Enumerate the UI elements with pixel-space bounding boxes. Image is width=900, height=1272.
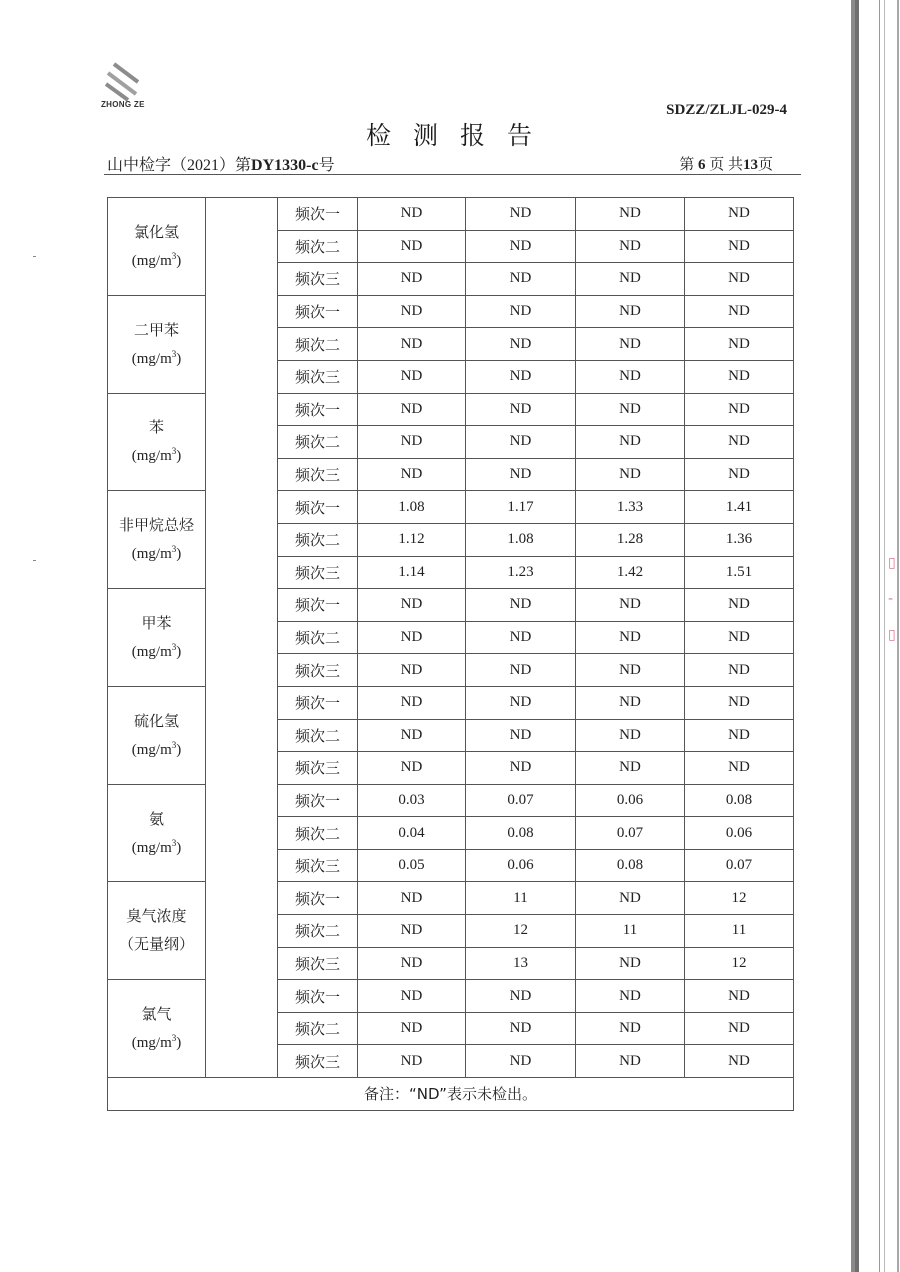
test-item-name: 甲苯 [141,614,172,633]
result-value: ND [685,458,794,491]
result-value: ND [685,589,794,622]
result-value: ND [685,426,794,459]
result-value: ND [685,328,794,361]
unit-text: (mg/m [131,644,172,661]
unit-superscript: 3 [171,544,177,555]
test-item-unit [108,439,205,468]
frequency-label: 频次二 [278,817,358,850]
result-value: 0.08 [685,784,794,817]
frequency-label: 频次二 [278,719,358,752]
result-value: 0.03 [358,784,466,817]
result-value: 12 [685,882,794,915]
page-label: 页 [757,157,773,173]
result-value: ND [576,719,685,752]
result-value: 1.08 [466,523,576,556]
frequency-label: 频次二 [278,523,358,556]
unit-text: (mg/m [131,839,172,856]
unit-text: （无量纲） [118,937,194,954]
test-item-cell [108,295,206,393]
unit-text: (mg/m [131,448,172,465]
result-value: ND [466,980,576,1013]
table-note: 备注：“ND”表示未检出。 [108,1078,794,1111]
scan-speck [33,256,36,257]
result-value: ND [685,980,794,1013]
result-value: ND [358,295,466,328]
result-value: ND [358,882,466,915]
unit-superscript: 3 [171,739,177,750]
page-current: 6 [697,157,706,173]
result-value: ND [576,230,685,263]
page-label: 第 [679,157,695,173]
frequency-label: 频次二 [278,1012,358,1045]
result-value: ND [358,947,466,980]
test-item-cell [108,784,206,882]
test-item-cell [108,686,206,784]
result-value: ND [466,263,576,296]
test-item-cell [108,589,206,687]
result-value: ND [358,621,466,654]
result-value: ND [685,198,794,231]
result-value: 1.08 [358,491,466,524]
unit-superscript: 3 [171,837,177,848]
result-value: ND [576,328,685,361]
test-item-cell [108,491,206,589]
result-value: ND [358,752,466,785]
result-value: 0.06 [466,849,576,882]
result-value: 0.04 [358,817,466,850]
result-value: ND [576,589,685,622]
frequency-label: 频次二 [278,915,358,948]
frequency-label: 频次一 [278,393,358,426]
test-item-unit [108,1026,205,1055]
report-number-prefix: 山中检字（2021）第 [107,157,252,174]
result-value: ND [358,426,466,459]
result-value: 1.51 [685,556,794,589]
test-item-unit [108,635,205,664]
result-value: 0.07 [685,849,794,882]
unit-superscript: 3 [171,642,177,653]
test-item-name: 臭气浓度 [126,907,187,926]
result-value: 1.33 [576,491,685,524]
result-value: 0.08 [576,849,685,882]
test-item-cell [108,980,206,1078]
scan-binding-edge [884,0,885,1272]
result-value: 1.36 [685,523,794,556]
result-value: ND [685,230,794,263]
frequency-label: 频次一 [278,686,358,719]
result-value: ND [358,589,466,622]
result-value: ND [576,295,685,328]
result-value: ND [466,393,576,426]
frequency-label: 频次三 [278,849,358,882]
result-value: ND [358,230,466,263]
test-item-name: 氯化氢 [133,222,179,241]
result-value: ND [466,295,576,328]
result-value: 1.28 [576,523,685,556]
test-item-cell [108,198,206,296]
result-value: 11 [576,915,685,948]
frequency-label: 频次一 [278,980,358,1013]
result-value: ND [358,393,466,426]
unit-close: ) [176,252,182,269]
report-number-suffix: 号 [318,157,335,174]
result-value: ND [576,686,685,719]
test-item-name: 氯气 [141,1005,172,1024]
frequency-label: 频次三 [278,947,358,980]
result-value: ND [466,621,576,654]
result-value: 1.42 [576,556,685,589]
result-value: ND [466,426,576,459]
result-value: 1.41 [685,491,794,524]
result-value: ND [576,458,685,491]
result-value: ND [576,263,685,296]
scan-binding-edge [879,0,880,1272]
result-value: ND [466,589,576,622]
unit-text: (mg/m [131,546,172,563]
page-label: 页 共 [709,157,743,173]
result-value: ND [685,360,794,393]
unit-superscript: 3 [171,1033,177,1044]
note-row [108,1078,794,1111]
result-value: ND [685,393,794,426]
frequency-label: 频次一 [278,491,358,524]
result-value: 0.07 [576,817,685,850]
scan-binding-edge [855,0,859,1272]
result-value: ND [358,360,466,393]
result-value: 1.17 [466,491,576,524]
result-value: 0.05 [358,849,466,882]
result-value: ND [576,752,685,785]
result-value: 11 [466,882,576,915]
test-item-cell [108,393,206,491]
result-value: 1.14 [358,556,466,589]
result-value: ND [576,654,685,687]
result-value: 1.12 [358,523,466,556]
result-value: ND [358,1012,466,1045]
unit-close: ) [176,546,182,563]
result-value: ND [466,1045,576,1078]
result-value: 13 [466,947,576,980]
result-value: ND [576,1045,685,1078]
result-value: ND [358,915,466,948]
result-value: 12 [685,947,794,980]
test-item-name: 硫化氢 [133,711,179,730]
test-item-unit [108,244,205,273]
frequency-label: 频次三 [278,263,358,296]
result-value: ND [466,360,576,393]
result-value: 11 [685,915,794,948]
result-value: ND [466,1012,576,1045]
result-value: 0.06 [576,784,685,817]
test-item-cell [108,882,206,980]
result-value: ND [466,230,576,263]
result-value: ND [685,1012,794,1045]
result-value: ND [576,621,685,654]
result-value: ND [466,752,576,785]
test-item-name: 非甲烷总烃 [118,516,194,535]
test-item-name: 苯 [148,418,164,437]
scan-speck [33,560,36,561]
merged-blank-cell [206,198,278,1078]
test-item-unit [108,342,205,371]
page-total: 13 [742,157,758,173]
frequency-label: 频次三 [278,752,358,785]
test-item-unit [108,831,205,860]
table-row [108,198,794,231]
result-value: ND [576,882,685,915]
result-value: ND [685,1045,794,1078]
logo-text: ZHONG ZE [101,100,145,109]
header-divider [104,174,801,175]
unit-close: ) [176,448,182,465]
result-value: 0.07 [466,784,576,817]
document-title: 检测报告 [365,121,554,150]
frequency-label: 频次一 [278,198,358,231]
result-value: ND [685,719,794,752]
result-value: 0.08 [466,817,576,850]
result-value: ND [358,458,466,491]
result-value: ND [576,360,685,393]
result-value: ND [685,621,794,654]
unit-close: ) [176,350,182,367]
frequency-label: 频次三 [278,1045,358,1078]
result-value: ND [685,686,794,719]
result-value: ND [576,1012,685,1045]
result-value: ND [685,654,794,687]
report-number [107,152,335,175]
result-value: ND [358,328,466,361]
frequency-label: 频次二 [278,426,358,459]
result-value: ND [685,752,794,785]
frequency-label: 频次一 [278,589,358,622]
unit-close: ) [176,1035,182,1052]
result-value: ND [358,263,466,296]
results-table [107,197,794,1111]
result-value: ND [685,295,794,328]
test-item-unit [108,928,205,957]
result-value: ND [358,980,466,1013]
result-value: ND [576,980,685,1013]
frequency-label: 频次一 [278,882,358,915]
unit-text: (mg/m [131,252,172,269]
unit-superscript: 3 [171,250,177,261]
frequency-label: 频次二 [278,621,358,654]
unit-superscript: 3 [171,446,177,457]
result-value: ND [466,328,576,361]
test-item-unit [108,537,205,566]
result-value: 1.23 [466,556,576,589]
result-value: 12 [466,915,576,948]
result-value: ND [358,654,466,687]
unit-superscript: 3 [171,348,177,359]
document-code: SDZZ/ZLJL-029-4 [666,102,787,118]
result-value: ND [358,686,466,719]
result-value: ND [685,263,794,296]
frequency-label: 频次三 [278,458,358,491]
unit-text: (mg/m [131,350,172,367]
report-number-id: DY1330-c [251,157,319,174]
result-value: 0.06 [685,817,794,850]
unit-text: (mg/m [131,741,172,758]
result-value: ND [466,458,576,491]
frequency-label: 频次二 [278,230,358,263]
result-value: ND [576,198,685,231]
result-value: ND [358,1045,466,1078]
result-value: ND [466,719,576,752]
unit-close: ) [176,741,182,758]
result-value: ND [576,426,685,459]
result-value: ND [466,686,576,719]
result-value: ND [466,654,576,687]
unit-close: ) [176,644,182,661]
test-item-unit [108,733,205,762]
frequency-label: 频次二 [278,328,358,361]
frequency-label: 频次一 [278,784,358,817]
frequency-label: 频次三 [278,360,358,393]
test-item-name: 二甲苯 [133,320,179,339]
result-value: ND [576,393,685,426]
frequency-label: 频次三 [278,556,358,589]
page-indicator [679,153,773,174]
unit-close: ) [176,839,182,856]
red-seal-stamp-fragment: ▯ - ▯ [888,555,896,643]
unit-text: (mg/m [131,1035,172,1052]
result-value: ND [576,947,685,980]
result-value: ND [466,198,576,231]
result-value: ND [358,719,466,752]
frequency-label: 频次三 [278,654,358,687]
frequency-label: 频次一 [278,295,358,328]
result-value: ND [358,198,466,231]
test-item-name: 氨 [148,809,164,828]
